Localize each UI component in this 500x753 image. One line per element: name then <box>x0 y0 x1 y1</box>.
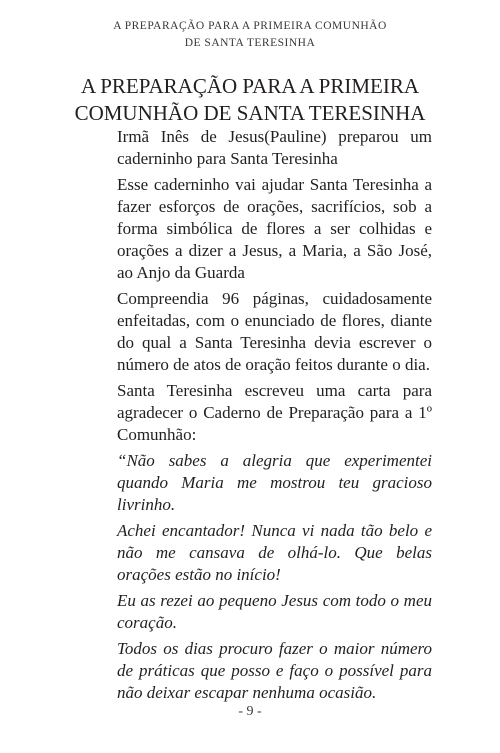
quote-paragraph: “Não sabes a alegria que experimentei quando Maria me mostrou teu gracioso livrinho. <box>117 451 432 514</box>
quote-paragraph: Todos os dias procuro fazer o maior número de práticas que posso e faço o possível para não deixar escapar nenhuma ocasião. <box>117 639 432 702</box>
chapter-title <box>60 73 440 127</box>
paragraph-pages: Compreendia 96 páginas, cuidadosamente enfeitadas, com o enunciado de flores, diante do qual a Santa Teresinha devia escrever o número de atos de oração feitos durante o dia. <box>117 289 432 374</box>
quote-paragraph: Eu as rezei ao pequeno Jesus com todo o meu coração. <box>117 591 432 632</box>
chapter-title-line-2: COMUNHÃO DE SANTA TERESINHA <box>74 101 426 125</box>
paragraph-purpose: Esse caderninho vai ajudar Santa Teresinha a fazer esforços de orações, sacrifícios, sob a forma simbólica de flores a ser colhidas e orações a dizer a Jesus, a Maria, a São José, ao Anjo da Guarda <box>117 175 432 282</box>
body-text <box>117 126 432 708</box>
paragraph-intro: Irmã Inês de Jesus(Pauline) preparou um caderninho para Santa Teresinha <box>117 127 432 168</box>
chapter-title-line-1: A PREPARAÇÃO PARA A PRIMEIRA <box>80 74 420 98</box>
running-head-line-1: A PREPARAÇÃO PARA A PRIMEIRA COMUNHÃO <box>113 20 387 32</box>
running-head-line-2: DE SANTA TERESINHA <box>184 37 316 49</box>
quote-paragraph: Achei encantador! Nunca vi nada tão belo e não me cansava de olhá-lo. Que belas orações estão no início! <box>117 521 432 584</box>
paragraph-letter-intro: Santa Teresinha escreveu uma carta para agradecer o Caderno de Preparação para a 1º Comunhão: <box>117 381 432 444</box>
running-head <box>0 18 500 52</box>
page-number: - 9 - <box>238 704 262 719</box>
